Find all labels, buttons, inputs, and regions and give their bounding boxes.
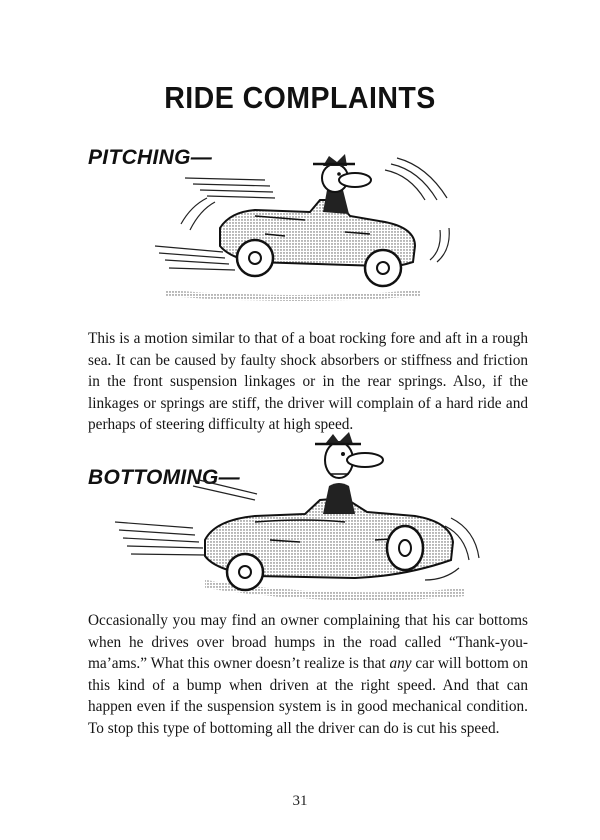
pitching-paragraph: This is a motion similar to that of a boat rocking fore and aft in a rough sea. It can be caused by faulty shock absorbers or stiffness and friction in the front suspension linkages or in the rear springs. Also, if the linkages or springs are stiff, the driver will complain of a hard ride and perhaps of steering difficulty at high speed.: [88, 330, 528, 434]
section-heading-pitching: PITCHING—: [88, 146, 213, 169]
bottoming-paragraph-part1: Occasionally you may find an owner complaining that his car bottoms when he drives over broad humps in the road called “Thank-you-ma’ams.” What this owner doesn’t realize is that: [88, 612, 528, 673]
bottoming-paragraph-emphasis: any: [389, 655, 412, 673]
bottoming-paragraph: [88, 610, 528, 740]
bottoming-car-illustration: [105, 430, 485, 605]
section-heading-bottoming: BOTTOMING—: [88, 466, 240, 489]
page-number: 31: [292, 793, 308, 809]
bottoming-paragraph-part2: car will bottom on this kind of a bump when driven at the right speed. And that can happen even if the suspension system is in good mechanical condition. To stop this type of bottoming all the driver can do is cut his speed.: [88, 655, 528, 737]
pitching-car-illustration: [145, 150, 455, 310]
page-title: RIDE COMPLAINTS: [164, 80, 436, 115]
